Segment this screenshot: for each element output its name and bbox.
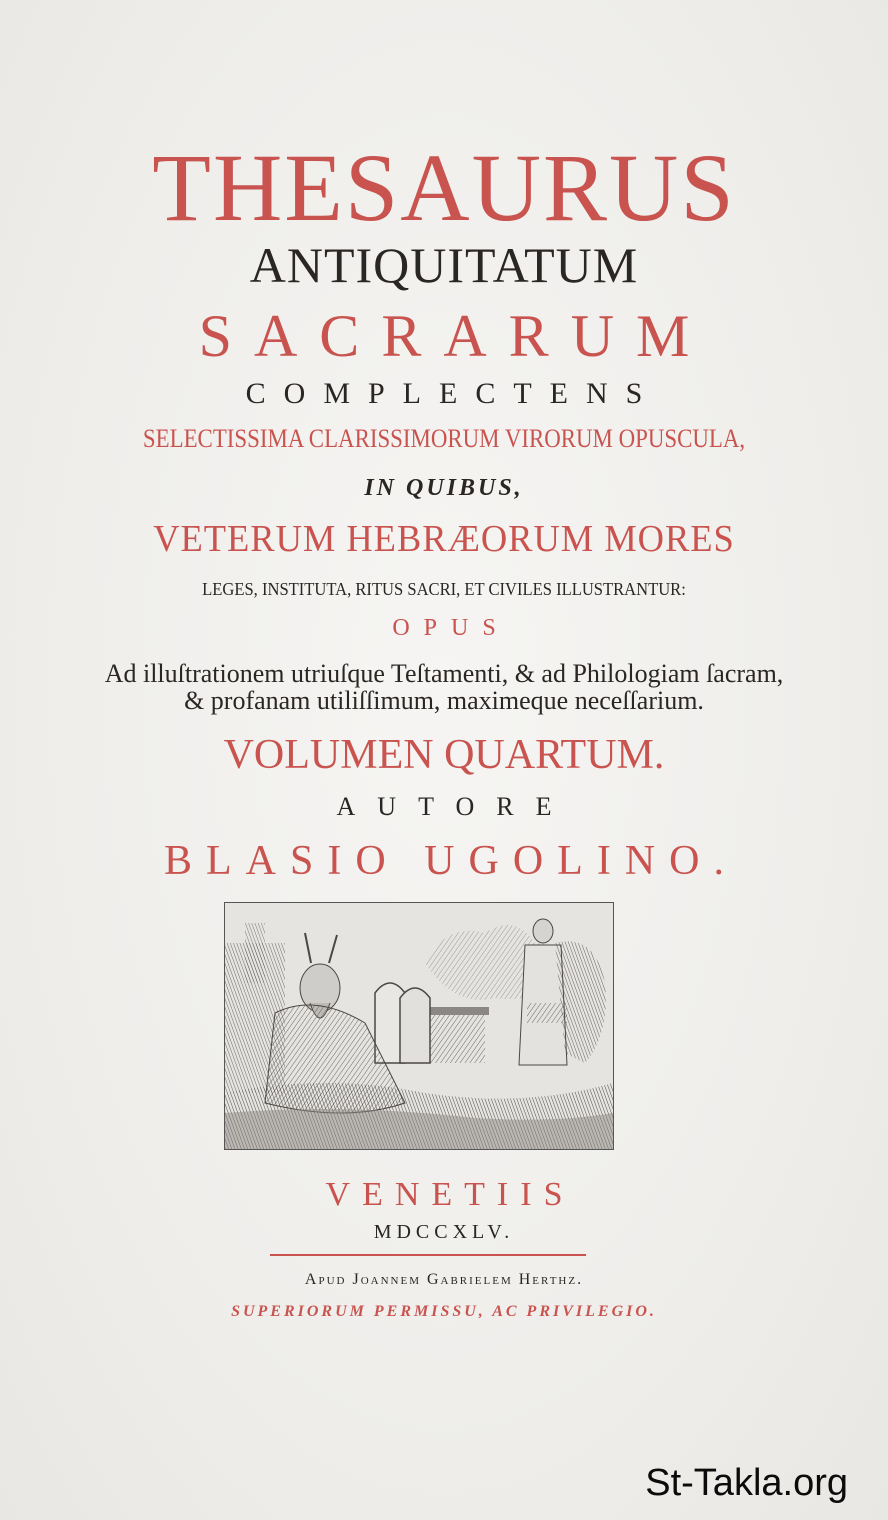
imprint-license: SUPERIORUM PERMISSU, AC PRIVILEGIO.	[231, 1303, 657, 1320]
imprint-year: MDCCXLV.	[373, 1221, 515, 1243]
title-complectens: COMPLECTENS	[245, 377, 661, 410]
title-veterum-hebraeorum: VETERUM HEBRÆORUM MORES	[153, 518, 735, 560]
title-autore: AUTORE	[336, 792, 574, 821]
title-selectissima: SELECTISSIMA CLARISSIMORUM VIRORUM OPUSCULA,	[142, 424, 746, 453]
engraving-drawing	[225, 903, 613, 1149]
title-profanam: & profanam utiliſſimum, maximeque neceſſarium.	[184, 686, 704, 715]
title-sacrarum: SACRARUM	[198, 303, 712, 369]
title-antiquitatum: ANTIQUITATUM	[249, 237, 639, 293]
title-author-name: BLASIO UGOLINO.	[164, 838, 738, 884]
divider-rule	[270, 1254, 586, 1256]
title-leges-instituta: LEGES, INSTITUTA, RITUS SACRI, ET CIVILES ILLUSTRANTUR:	[202, 579, 686, 599]
title-in-quibus: IN QUIBUS,	[364, 475, 524, 501]
site-watermark: St-Takla.org	[645, 1462, 848, 1504]
title-thesaurus: THESAURUS	[152, 134, 736, 241]
title-opus: OPUS	[392, 615, 510, 641]
title-ad-illustrationem: Ad illuſtrationem utriuſque Teſtamenti, & ad Philologiam ſacram,	[104, 659, 784, 688]
imprint-printer: Apud Joannem Gabrielem Herthz.	[304, 1271, 584, 1288]
imprint-place: VENETIIS	[325, 1176, 575, 1213]
title-volumen-quartum: VOLUMEN QUARTUM.	[223, 732, 665, 778]
engraving-illustration	[224, 902, 614, 1150]
